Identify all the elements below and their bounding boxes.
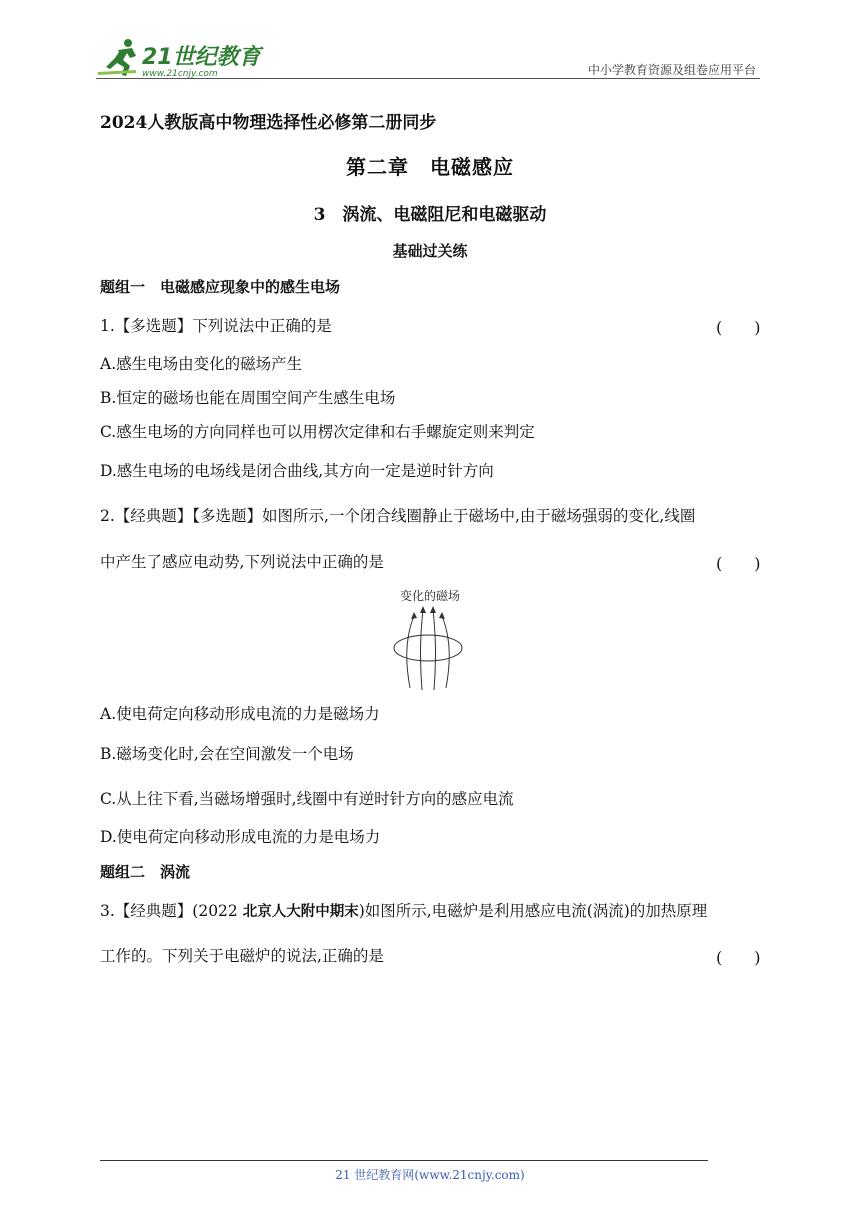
footer-link[interactable]: 21 世纪教育网(www.21cnjy.com) — [335, 1168, 525, 1182]
magnetic-field-figure — [380, 586, 480, 690]
section-title: 3 涡流、电磁阻尼和电磁驱动 — [313, 205, 547, 225]
header-divider — [96, 78, 760, 79]
answer-blank: ( ) — [716, 948, 761, 967]
option-d: D.感生电场的电场线是闭合曲线,其方向一定是逆时针方向 — [100, 462, 494, 480]
option-a: A.使电荷定向移动形成电流的力是磁场力 — [100, 705, 380, 723]
question-suffix: )如图所示,电磁炉是利用感应电流(涡流)的加热原理 — [358, 902, 708, 920]
question-stem: 1.【多选题】下列说法中正确的是 — [100, 317, 332, 335]
option-a: A.感生电场由变化的磁场产生 — [100, 355, 303, 373]
option-b: B.恒定的磁场也能在周围空间产生感生电场 — [100, 389, 396, 407]
answer-blank: ( ) — [716, 318, 761, 337]
answer-blank: ( ) — [716, 554, 761, 573]
question-stem-cont: 中产生了感应电动势,下列说法中正确的是 — [100, 553, 384, 571]
book-title: 2024人教版高中物理选择性必修第二册同步 — [100, 113, 437, 133]
question-stem: 2.【经典题】【多选题】如图所示,一个闭合线圈静止于磁场中,由于磁场强弱的变化,线圈 — [100, 507, 696, 525]
group-heading: 题组二 涡流 — [100, 863, 191, 881]
practice-title: 基础过关练 — [392, 242, 468, 260]
question-prefix: 3.【经典题】(2022 — [100, 902, 243, 920]
footer-divider — [100, 1160, 708, 1161]
runner-icon — [98, 39, 136, 76]
option-c: C.感生电场的方向同样也可以用楞次定律和右手螺旋定则来判定 — [100, 423, 535, 441]
option-c: C.从上往下看,当磁场增强时,线圈中有逆时针方向的感应电流 — [100, 790, 514, 808]
question-stem-cont: 工作的。下列关于电磁炉的说法,正确的是 — [100, 947, 384, 965]
figure-label: 变化的磁场 — [399, 589, 461, 603]
option-d: D.使电荷定向移动形成电流的力是电场力 — [100, 828, 381, 846]
question-stem — [100, 901, 707, 922]
site-logo — [96, 36, 266, 80]
logo-text: 21世纪教育 — [142, 45, 261, 70]
platform-text: 中小学教育资源及组卷应用平台 — [587, 63, 756, 77]
question-source: 北京人大附中期末 — [242, 904, 359, 920]
logo-url: www.21cnjy.com — [142, 69, 218, 79]
chapter-title: 第二章 电磁感应 — [346, 155, 514, 179]
option-b: B.磁场变化时,会在空间激发一个电场 — [100, 745, 354, 763]
group-heading: 题组一 电磁感应现象中的感生电场 — [100, 278, 341, 296]
